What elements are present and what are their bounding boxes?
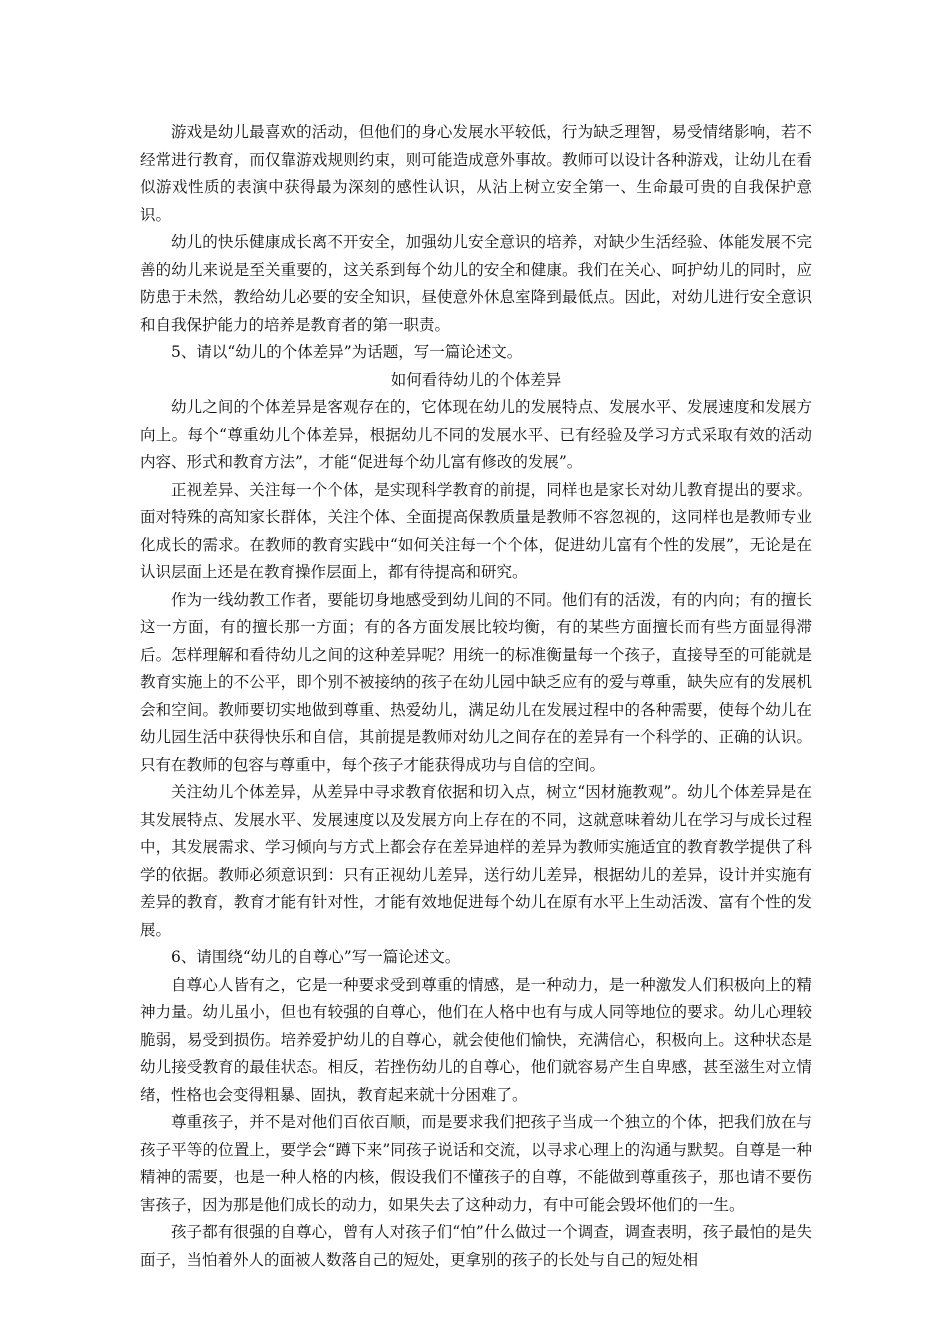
paragraph-face-differences: 正视差异、关注每一个个体，是实现科学教育的前提，同样也是家长对幼儿教育提出的要求。面对特殊的高知家长群体，关注个体、全面提高保教质量是教师不容忽视的，这同样也是教师专业化成长的需求。在教师的教育实践中“如何关注每一个个体，促进幼儿富有个性的发展”，无论是在认识层面上还是在教育操作层面上，都有待提高和研究。 [140,480,812,581]
paragraph-children-fear: 孩子都有很强的自尊心，曾有人对孩子们“怕”什么做过一个调查，调查表明，孩子最怕的是失面子，当怕着外人的面被人数落自己的短处，更拿别的孩子的长处与自己的短处相 [140,1223,812,1269]
question-6: 6、请围绕“幼儿的自尊心”写一篇论述文。 [171,948,461,966]
essay-title: 如何看待幼儿的个体差异 [390,370,562,389]
paragraph-respect-children: 尊重孩子，并不是对他们百依百顺，而是要求我们把孩子当成一个独立的个体，把我们放在与孩子平等的位置上，要学会“蹲下来”同孩子说话和交流，以寻求心理上的沟通与默契。自尊是一种精神的需要，也是一种人格的内核，假设我们不懂孩子的自尊，不能做到尊重孩子，那也请不要伤害孩子，因为那是他们成长的动力，如果失去了这种动力，有中可能会毁坏他们的一生。 [140,1113,812,1214]
paragraph-safety-awareness: 幼儿的快乐健康成长离不开安全，加强幼儿安全意识的培养，对缺少生活经验、体能发展不完善的幼儿来说是至关重要的，这关系到每个幼儿的安全和健康。我们在关心、呵护幼儿的同时，应防患于未然，教给幼儿必要的安全知识，昼使意外休息室降到最低点。因此，对幼儿进行安全意识和自我保护能力的培养是教育者的第一职责。 [140,233,812,334]
paragraph-game-safety: 游戏是幼儿最喜欢的活动，但他们的身心发展水平较低，行为缺乏理智，易受情绪影响，若不经常进行教育，而仅靠游戏规则约束，则可能造成意外事故。教师可以设计各种游戏，让幼儿在看似游戏性质的表演中获得最为深刻的感性认识，从沾上树立安全第一、生命最可贵的自我保护意识。 [140,123,812,224]
paragraph-teach-by-aptitude: 关注幼儿个体差异，从差异中寻求教育依据和切入点，树立“因材施教观”。幼儿个体差异是在其发展特点、发展水平、发展速度以及发展方向上存在的不同，这就意味着幼儿在学习与成长过程中，其发展需求、学习倾向与方式上都会存在差异迪样的差异为教师实施适宜的教育教学提供了科学的依据。教师必须意识到：只有正视幼儿差异，送行幼儿差异，根据幼儿的差异，设计并实施有差异的教育，教育才能有针对性，才能有效地促进每个幼儿在原有水平上生动活泼、富有个性的发展。 [140,783,812,939]
question-5: 5、请以“幼儿的个体差异”为话题，写一篇论述文。 [171,343,523,361]
paragraph-frontline-teachers: 作为一线幼教工作者，要能切身地感受到幼儿间的不同。他们有的活泼，有的内向；有的擅长这一方面，有的擅长那一方面；有的各方面发展比较均衡，有的某些方面擅长而有些方面显得滞后。怎样理解和看待幼儿之间的这种差异呢？用统一的标准衡量每一个孩子，直接导至的可能就是教育实施上的不公平，即个别不被接纳的孩子在幼儿园中缺乏应有的爱与尊重，缺失应有的发展机会和空间。教师要切实地做到尊重、热爱幼儿，满足幼儿在发展过程中的各种需要，使每个幼儿在幼儿园生活中获得快乐和自信，其前提是教师对幼儿之间存在的差异有一个科学的、正确的认识。只有在教师的包容与尊重中，每个孩子才能获得成功与自信的空间。 [140,590,812,774]
paragraph-self-esteem: 自尊心人皆有之，它是一种要求受到尊重的情感，是一种动力，是一种激发人们积极向上的精神力量。幼儿虽小，但也有较强的自尊心，他们在人格中也有与成人同等地位的要求。幼儿心理较脆弱，易受到损伤。培养爱护幼儿的自尊心，就会使他们愉快，充满信心，积极向上。这种状态是幼儿接受教育的最佳状态。相反，若挫伤幼儿的自尊心，他们就容易产生自卑感，甚至滋生对立情绪，性格也会变得粗暴、固执，教育起来就十分困难了。 [140,975,812,1104]
paragraph-individual-differences: 幼儿之间的个体差异是客观存在的，它体现在幼儿的发展特点、发展水平、发展速度和发展方向上。每个“尊重幼儿个体差异，根据幼儿不同的发展水平、已有经验及学习方式采取有效的活动内容、形式和教育方法”，才能“促进每个幼儿富有修改的发展”。 [140,398,812,471]
document-page [140,119,812,1274]
